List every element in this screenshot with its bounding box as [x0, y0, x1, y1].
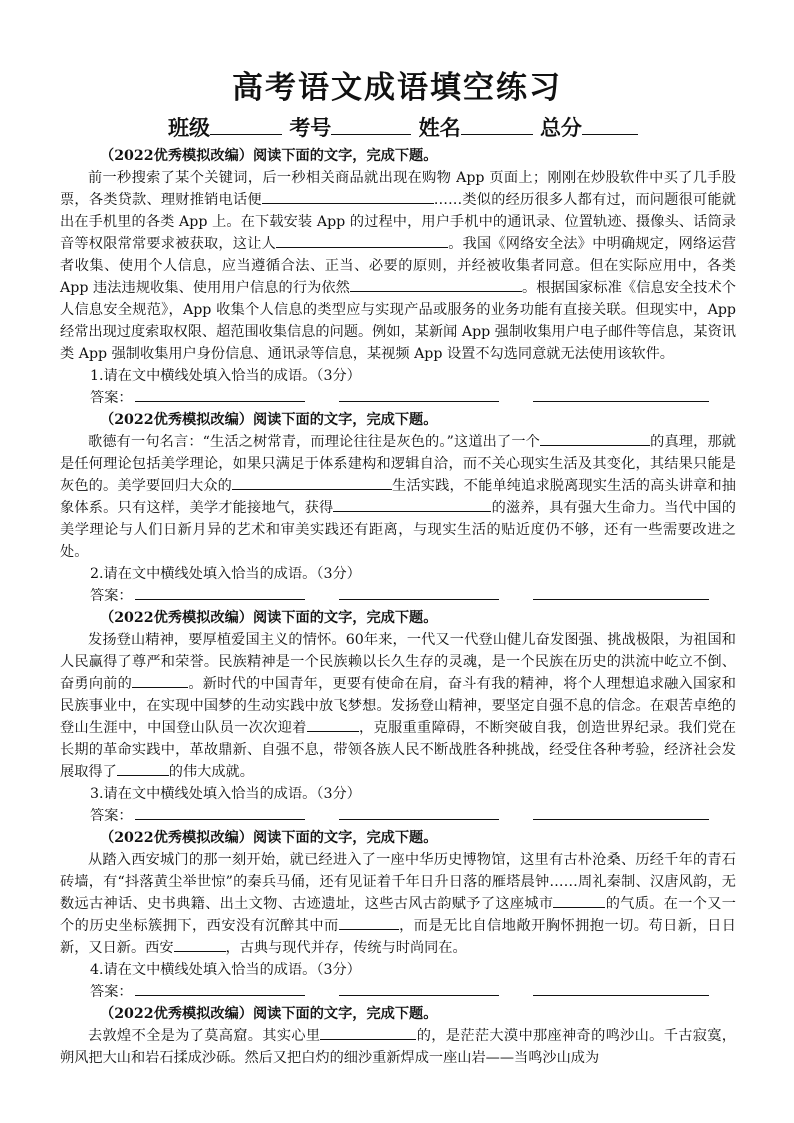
question-1: 1.请在文中横线处填入恰当的成语。（3分） — [90, 368, 361, 384]
answer-line[interactable] — [533, 585, 709, 600]
section-3-passage — [60, 629, 736, 783]
name-blank[interactable] — [461, 114, 533, 135]
name-label: 姓名 — [418, 115, 461, 140]
fill-blank[interactable] — [232, 475, 392, 490]
answer-line[interactable] — [339, 805, 499, 820]
fill-blank[interactable] — [174, 937, 226, 952]
answer-line[interactable] — [135, 805, 305, 820]
fill-blank[interactable] — [276, 233, 448, 248]
exam-no-label: 考号 — [289, 115, 332, 140]
fill-blank[interactable] — [117, 761, 169, 776]
exam-no-blank[interactable] — [331, 114, 411, 135]
answer-line[interactable] — [533, 805, 709, 820]
passage-text: 前一秒搜索了某个关键词，后一秒相关商品就出现在购物 App 页面上；刚刚在炒股软件中买了几手股票，各类贷款、理财推销电话便 — [60, 170, 736, 208]
answer-line[interactable] — [135, 585, 305, 600]
fill-blank[interactable] — [307, 717, 359, 732]
fill-blank[interactable] — [262, 189, 434, 204]
passage-text: ，而是无比自信地敞开胸怀拥抱一切。苟日新，日日新，又日新。西安 — [60, 918, 736, 956]
passage-text: 。我国《网络安全法》中明确规定，网络运营者收集、使用个人信息，应当遵循合法、正当、必要的原则，并经被收集者同意。但在实际应用中，各类 App 违法违规收集、使用用户信息的行为依然 — [60, 236, 736, 296]
passage-text: 生活实践，不能单纯追求脱离现实生活的高头讲章和抽象体系。只有这样，美学才能接地气，获得 — [60, 478, 736, 516]
answer-line[interactable] — [135, 981, 305, 996]
fill-blank[interactable] — [350, 277, 522, 292]
answer-line[interactable] — [339, 387, 499, 402]
section-4-passage — [60, 849, 736, 959]
class-label: 班级 — [168, 115, 210, 140]
passage-text: 。新时代的中国青年，更要有使命在肩，奋斗有我的精神，将个人理想追求融入国家和民族事业中，在实现中国梦的生动实践中放飞梦想。发扬登山精神，要坚定自强不息的信念。在艰苦卓绝的登山生涯中，中国登山队员一次次迎着 — [60, 676, 736, 736]
answer-line[interactable] — [135, 387, 305, 402]
answer-row-1 — [90, 387, 736, 409]
total-blank[interactable] — [582, 114, 638, 135]
answer-label: 答案： — [90, 808, 133, 824]
fill-blank[interactable] — [132, 673, 188, 688]
passage-text: 的伟大成就。 — [168, 764, 254, 780]
answer-label: 答案： — [90, 588, 133, 604]
question-3: 3.请在文中横线处填入恰当的成语。（3分） — [90, 786, 361, 802]
answer-line[interactable] — [339, 981, 499, 996]
student-info-row — [168, 112, 638, 142]
total-label: 总分 — [539, 115, 582, 140]
answer-line[interactable] — [533, 981, 709, 996]
passage-text: 。根据国家标准《信息安全技术个人信息安全规范》，App 收集个人信息的类型应与实现产品或服务的业务功能有直接关联。但现实中，App 经常出现过度索取权限、超范围收集信息的问题。例如，某新闻 App 强制收集用户电子邮件等信息，某资讯类 App 强制收集用户身份信息、通讯录等信息，某视频 App 设置不勾选同意就无法使用该软件。 — [60, 280, 736, 362]
passage-text: ……类似的经历很多人都有过，而问题很可能就出在手机里的各类 App 上。在下载安装 App 的过程中，用户手机中的通讯录、位置轨迹、摄像头、话筒录音等权限常常要求被获取，这让人 — [60, 192, 736, 252]
page-title: 高考语文成语填空练习 — [232, 70, 562, 106]
passage-text: 去敦煌不全是为了莫高窟。其实心里 — [88, 1028, 321, 1044]
question-4: 4.请在文中横线处填入恰当的成语。（3分） — [90, 962, 361, 978]
fill-blank[interactable] — [339, 915, 399, 930]
fill-blank[interactable] — [540, 431, 650, 446]
fill-blank[interactable] — [333, 497, 491, 512]
answer-label: 答案： — [90, 390, 133, 406]
passage-text: 从踏入西安城门的那一刻开始，就已经进入了一座中华历史博物馆，这里有古朴沧桑、历经千年的青石砖墙，有“抖落黄尘举世惊”的秦兵马俑，还有见证着千年日升日落的雁塔晨钟……周礼秦制、汉唐风韵，无数远古神话、史书典籍、出土文物、古迹遗址，这些古风古韵赋予了这座城市 — [60, 852, 736, 912]
passage-text: 的，是茫茫大漠中那座神奇的鸣沙山。千古寂寞，朔风把大山和岩石揉成沙砾。然后又把白灼的细沙重新焊成一座山岩——当鸣沙山成为 — [60, 1028, 736, 1066]
passage-text: ，古典与现代并存，传统与时尚同在。 — [225, 940, 467, 956]
answer-row-3 — [90, 805, 736, 827]
section-2-header: （2022优秀模拟改编）阅读下面的文字，完成下题。 — [100, 412, 438, 428]
passage-text: ，克服重重障碍，不断突破自我，创造世界纪录。我们党在长期的革命实践中，革故鼎新、自强不息，带领各族人民不断战胜各种挑战，经受住各种考验，经济社会发展取得了 — [60, 720, 736, 780]
fill-blank[interactable] — [553, 893, 605, 908]
section-4-header: （2022优秀模拟改编）阅读下面的文字，完成下题。 — [100, 830, 438, 846]
answer-row-4 — [90, 981, 736, 1003]
class-blank[interactable] — [210, 114, 282, 135]
section-1-passage — [60, 167, 736, 365]
passage-text: 歌德有一句名言：“生活之树常青，而理论往往是灰色的。”这道出了一个 — [88, 434, 540, 450]
document-body — [60, 145, 736, 1069]
section-3-header: （2022优秀模拟改编）阅读下面的文字，完成下题。 — [100, 610, 438, 626]
passage-text: 的气质。在一个又一个的历史坐标簇拥下，西安没有沉醉其中而 — [60, 896, 736, 934]
passage-text: 的滋养，具有强大生命力。当代中国的美学理论与人们日新月异的艺术和审美实践还有距离，与现实生活的贴近度仍不够，还有一些需要改进之处。 — [60, 500, 736, 560]
answer-label: 答案： — [90, 984, 133, 1000]
answer-row-2 — [90, 585, 736, 607]
answer-line[interactable] — [339, 585, 499, 600]
passage-text: 的真理，那就是任何理论包括美学理论，如果只满足于体系建构和逻辑自洽，而不关心现实生活及其变化，其结果只能是灰色的。美学要回归大众的 — [60, 434, 736, 494]
section-5-header: （2022优秀模拟改编）阅读下面的文字，完成下题。 — [100, 1006, 438, 1022]
passage-text: 发扬登山精神，要厚植爱国主义的情怀。60年来，一代又一代登山健儿奋发图强、挑战极限，为祖国和人民赢得了尊严和荣誉。民族精神是一个民族赖以长久生存的灵魂，是一个民族在历史的洪流中屹立不倒、奋勇向前的 — [60, 632, 736, 692]
section-1-header: （2022优秀模拟改编）阅读下面的文字，完成下题。 — [100, 148, 438, 164]
section-2-passage — [60, 431, 736, 563]
fill-blank[interactable] — [320, 1025, 416, 1040]
question-2: 2.请在文中横线处填入恰当的成语。（3分） — [90, 566, 361, 582]
section-5-passage — [60, 1025, 736, 1069]
answer-line[interactable] — [533, 387, 709, 402]
